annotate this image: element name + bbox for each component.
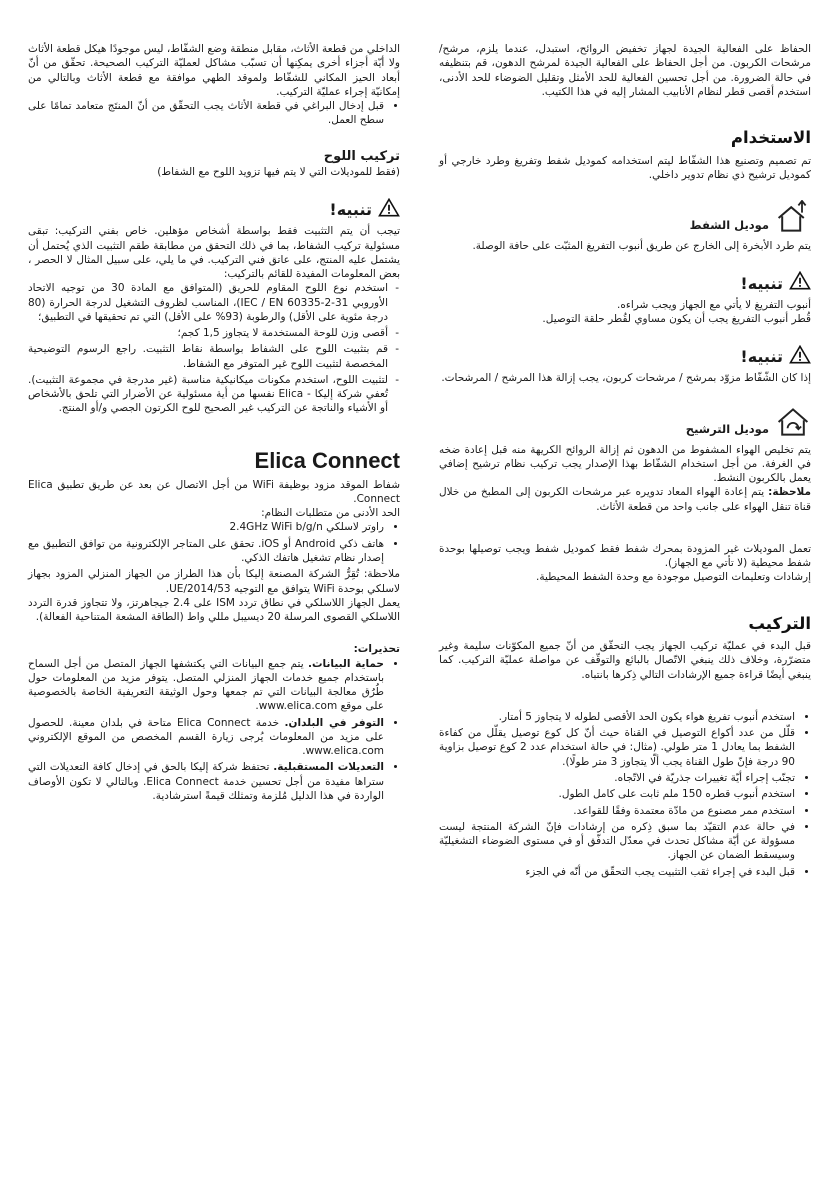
warning-triangle-icon bbox=[378, 198, 400, 223]
list-item: • قلّل من عدد أكواع التوصيل في القناة حيث أنّ كل كوع توصيل يقلّل من كفاءة الشفط بما يعادل 1 متر طولي. (مثال: في حالة استخدام عدد 2 كوع توصيل بزاوية 90 درجة فإنّ طول القناة يجب ألّا يتجاوز 3 متر طولًا). bbox=[439, 726, 795, 769]
list-item: • راوتر لاسلكي 2.4GHz WiFi b/g/n bbox=[28, 520, 384, 534]
list-item: • قبل إدخال البراغي في قطعة الأثاث يجب التحقّق من أنّ المنتَج متعامد تمامًا على سطح العمل. bbox=[28, 99, 384, 128]
continued-list bbox=[28, 99, 400, 128]
warning-2-title: تنبيه! bbox=[740, 347, 783, 367]
list-item bbox=[28, 760, 384, 803]
warning-triangle-icon bbox=[789, 271, 811, 296]
filter-title: موديل الترشيح bbox=[685, 421, 769, 436]
warning-item-text: يتم جمع البيانات التي يكتشفها الجهاز المتصل من أجل السماح باستخدام جميع خدمات الجهاز المنزلي المتصل. يتوفر مزيد من المعلومات حول طُرُق معالجة البيانات التي تم جمعها وحول الوثيقة التعريفية الخاصة بالخصوصية على موقع www.elica.com. bbox=[28, 657, 384, 713]
warnings-list bbox=[28, 657, 400, 804]
usage-heading: الاستخدام bbox=[730, 128, 811, 148]
usage-paragraph: تم تصميم وتصنيع هذا الشفّاط ليتم استخدامه كموديل شفط وتفريغ وطرد خارجي أو كموديل ترشيح ذي نظام تدوير داخلي. bbox=[439, 154, 811, 181]
filter-note-text: يتم إعادة الهواء المعاد تدويره عبر مرشحات الكربون إلى المطبخ من خلال قناة تنقل الهواء على جانب واحد من قطعة الأثاث. bbox=[439, 486, 811, 513]
plate-heading: تركيب اللوح bbox=[323, 148, 400, 164]
list-item bbox=[28, 657, 384, 714]
extraction-title: موديل الشفط bbox=[689, 218, 769, 233]
requirements-label: الحد الأدنى من متطلبات النظام: bbox=[261, 507, 400, 520]
list-item: - أقصى وزن للوحة المستخدمة لا يتجاوز 1,5 كجم؛ bbox=[28, 326, 388, 340]
list-item: - استخدم نوع اللوح المقاوم للحريق (المتوافق مع المادة 30 من توجيه الاتحاد الأوروبي IEC / EN 60335-2-31)، المناسب لظروف التشغيل لدرجة الحرارة (80 درجة مئوية على الأقل) والرطوبة (93% على الأقل) التي تم تحقيقها في التطبيق؛ bbox=[28, 281, 388, 324]
warning-2-heading bbox=[439, 345, 811, 370]
warning-1-line-1: أنبوب التفريغ لا يأتي مع الجهاز ويجب شراءه. bbox=[617, 299, 811, 312]
warning-item-label: التوفر في البلدان. bbox=[284, 716, 384, 729]
continued-paragraph: الداخلي من قطعة الأثاث، مقابل منطقة وضع الشفّاط، ليس موجودًا هيكل قطعة الأثاث ولا أيّة أجزاء أخرى يمكِنها أن تسبّب مشاكل لعمليّة التركيب الصحيحة. تحقّق من أنّ أبعاد الحيز المكاني للشفّاط ولموقد الطهي موافقة مع قطعة الأثاث وبالتالي من إمكانيّة إجراء عمليّة التركيب. bbox=[28, 43, 400, 98]
list-item: • تجنّب إجراء أيّة تغييرات جذريّة في الاتّجاه. bbox=[439, 771, 795, 785]
plate-list bbox=[28, 281, 400, 415]
warning-item-text: تحتفظ شركة إليكا بالحق في إدخال كافة التعديلات التي ستراها مفيدة من أجل تحسين خدمة Elica Connect. وبالتالي لا تكون الأوصاف الواردة في هذا الدليل مُلزمة وتمثلك قيمةً استرشادية. bbox=[28, 761, 385, 802]
house-extraction-icon bbox=[775, 200, 811, 236]
elica-connect-heading: Elica Connect bbox=[254, 447, 400, 473]
plate-subtitle: (فقط للموديلات التي لا يتم فيها تزويد اللوح مع الشفاط) bbox=[157, 166, 400, 179]
requirements-list bbox=[28, 520, 400, 565]
warning-item-label: التعديلات المستقبلية. bbox=[273, 761, 384, 774]
warning-3-title: تنبيه! bbox=[329, 200, 372, 220]
models-paragraph-2: إرشادات وتعليمات التوصيل موجودة مع وحدة الشفط المحيطية. bbox=[536, 571, 811, 584]
filter-note bbox=[439, 485, 811, 514]
install-heading: التركيب bbox=[748, 613, 811, 633]
list-item: • استخدم ممر مصنوع من مادّة معتمدة وفقًا للقواعد. bbox=[439, 804, 795, 818]
list-item: • في حالة عدم التقيّد بما سبق ذِكره من إرشادات فإنّ الشركة المنتجة ليست مسؤولة عن أيّة مشاكل تحدث في معدّل التدفّق أو في مستوى الضوضاء التشغيليّة وسيسقط الضمان عن الجهاز. bbox=[439, 820, 795, 863]
list-item: • استخدم أنبوب تفريغ هواء يكون الحد الأقصى لطوله لا يتجاوز 5 أمتار. bbox=[439, 710, 795, 724]
filter-paragraph: يتم تخليص الهواء المشفوط من الدهون ثم إزالة الروائح الكريهة منه قبل إعادة ضخه في الغرفة. من أجل استخدام الشفّاط بهذا الإصدار يجب تركيب نظام ترشيح إضافي يعمل بالكربون النشط. bbox=[439, 443, 811, 485]
install-list bbox=[439, 710, 811, 879]
warning-item-text: خدمة Elica Connect متاحة في بلدان معينة. للحصول على مزيد من المعلومات يُرجى زيارة القسم المخصص من الموقع الإلكتروني www.elica.com. bbox=[28, 716, 384, 758]
warning-triangle-icon bbox=[789, 345, 811, 370]
list-item bbox=[28, 716, 384, 759]
warning-3-heading bbox=[28, 198, 400, 223]
ism-paragraph: يعمل الجهاز اللاسلكي في نطاق تردد ISM على 2.4 جيجاهرتز، ولا تتجاوز قدرة التردد اللاسلكي القصوى المرسلة 20 ديسيبل مللي واط (الطاقة المشعة المتناحية الفعالة). bbox=[28, 596, 401, 624]
filter-note-label: ملاحظة: bbox=[768, 486, 811, 499]
left-column bbox=[28, 42, 400, 805]
warning-item-label: حماية البيانات. bbox=[307, 657, 384, 670]
list-item: • قبل البدء في إجراء ثقب التثبيت يجب التحقّق من أنّه في الجزء bbox=[439, 865, 795, 879]
intro-paragraph: الحفاظ على الفعالية الجيدة لجهاز تخفيض الروائح، استبدل، عندما يلزم، مرشح/مرشحات الكربون. من أجل الحفاظ على الفعالية الجيدة لمرشح الدهون، قم بتنظيفه في حالة الضرورة. من أجل تحسين الفعالية للحد الأمثل وتقليل الضوضاء للحد الأدنى، استخدم أقصى قطر لنظام الأنابيب المشار إليه في هذا الكتيب. bbox=[439, 43, 811, 98]
list-item: - قم بتثبيت اللوح على الشفاط بواسطة نقاط التثبيت. راجع الرسوم التوضيحية المخصصة لتثبيت اللوح غير المتوفر مع الشفاط. bbox=[28, 342, 388, 371]
warning-1-line-2: قُطر أنبوب التفريغ يجب أن يكون مساوي لقُطر حلقة التوصيل. bbox=[542, 313, 811, 326]
warning-1-heading bbox=[439, 271, 811, 296]
right-column bbox=[439, 42, 811, 881]
list-item: - لتثبيت اللوح، استخدم مكونات ميكانيكية مناسبة (غير مدرجة في مجموعة التثبيت). تُعفي شركة إليكا - Elica نفسها من أية مسئولية عن الأضرار التي تلحق بالأشخاص أو الأشياء والناتجة عن التركيب غير الصحيح للوح الكرتون الجصي و/أو المنتج. bbox=[28, 373, 388, 416]
house-recirculation-icon bbox=[775, 404, 811, 440]
list-item: • استخدم أنبوب قطره 150 ملم ثابت على كامل الطول. bbox=[439, 787, 795, 801]
filter-heading bbox=[439, 404, 811, 440]
extraction-heading bbox=[439, 200, 811, 236]
warning-2-paragraph: إذا كان الشّفّاط مزوّد بمرشح / مرشحات كربون، يجب إزالة هذا المرشح / المرشحات. bbox=[441, 372, 811, 385]
warning-1-title: تنبيه! bbox=[740, 273, 783, 293]
warning-3-paragraph: تيجب أن يتم التثبيت فقط بواسطة أشخاص مؤهلين. خاص بفني التركيب: تبقى مسئولية تركيب الشفاط، بما في ذلك التحقق من مطابقة طقم التثبيت الذي يُحتمل أن يشتمل عليه المنتج، على عاتق فني التركيب. في ما يلي، على سبيل المثال لا الحصر ، بعض المعلومات المفيدة للقائم بالتركيب: bbox=[28, 225, 400, 281]
connect-paragraph: شفاط الموقد مزود بوظيفة WiFi من أجل الاتصال عن بعد عن طريق تطبيق Elica Connect. bbox=[28, 478, 400, 505]
list-item: • هاتف ذكي Android أو iOS. تحقق على المتاجر الإلكترونية من توافق التطبيق مع إصدار نظام تشغيل هاتفك الذكي. bbox=[28, 537, 384, 566]
warnings-label: تحذيرات: bbox=[353, 643, 400, 656]
models-paragraph: تعمل الموديلات غير المزودة بمحرك شفط فقط كموديل شفط ويجب توصيلها بوحدة شفط محيطية (لا تأتي مع الجهاز). bbox=[439, 542, 811, 570]
conformity-note: ملاحظة: تُقِرُّ الشركة المصنعة إليكا بأن هذا الطراز من الجهاز المنزلي المزود بجهاز لاسلكي بوحدة WiFi يتوافق مع التوجيه 2014/53/UE. bbox=[28, 568, 400, 595]
install-paragraph: قبل البدء في عمليّة تركيب الجهاز يجب التحقّق من أنّ جميع المكوّنات سليمة وغير متضرّرة، وخلاف ذلك ينبغي الاتّصال بالبائع والتوقّف عن مواصلة عمليّة التركيب. كما ينبغي أيضًا قراءة جميع الإرشادات التالي ذِكرها بانتباه. bbox=[439, 640, 811, 681]
extraction-paragraph: يتم طرد الأبخرة إلى الخارج عن طريق أنبوب التفريغ المثبّت على حافة الوصلة. bbox=[472, 240, 811, 253]
